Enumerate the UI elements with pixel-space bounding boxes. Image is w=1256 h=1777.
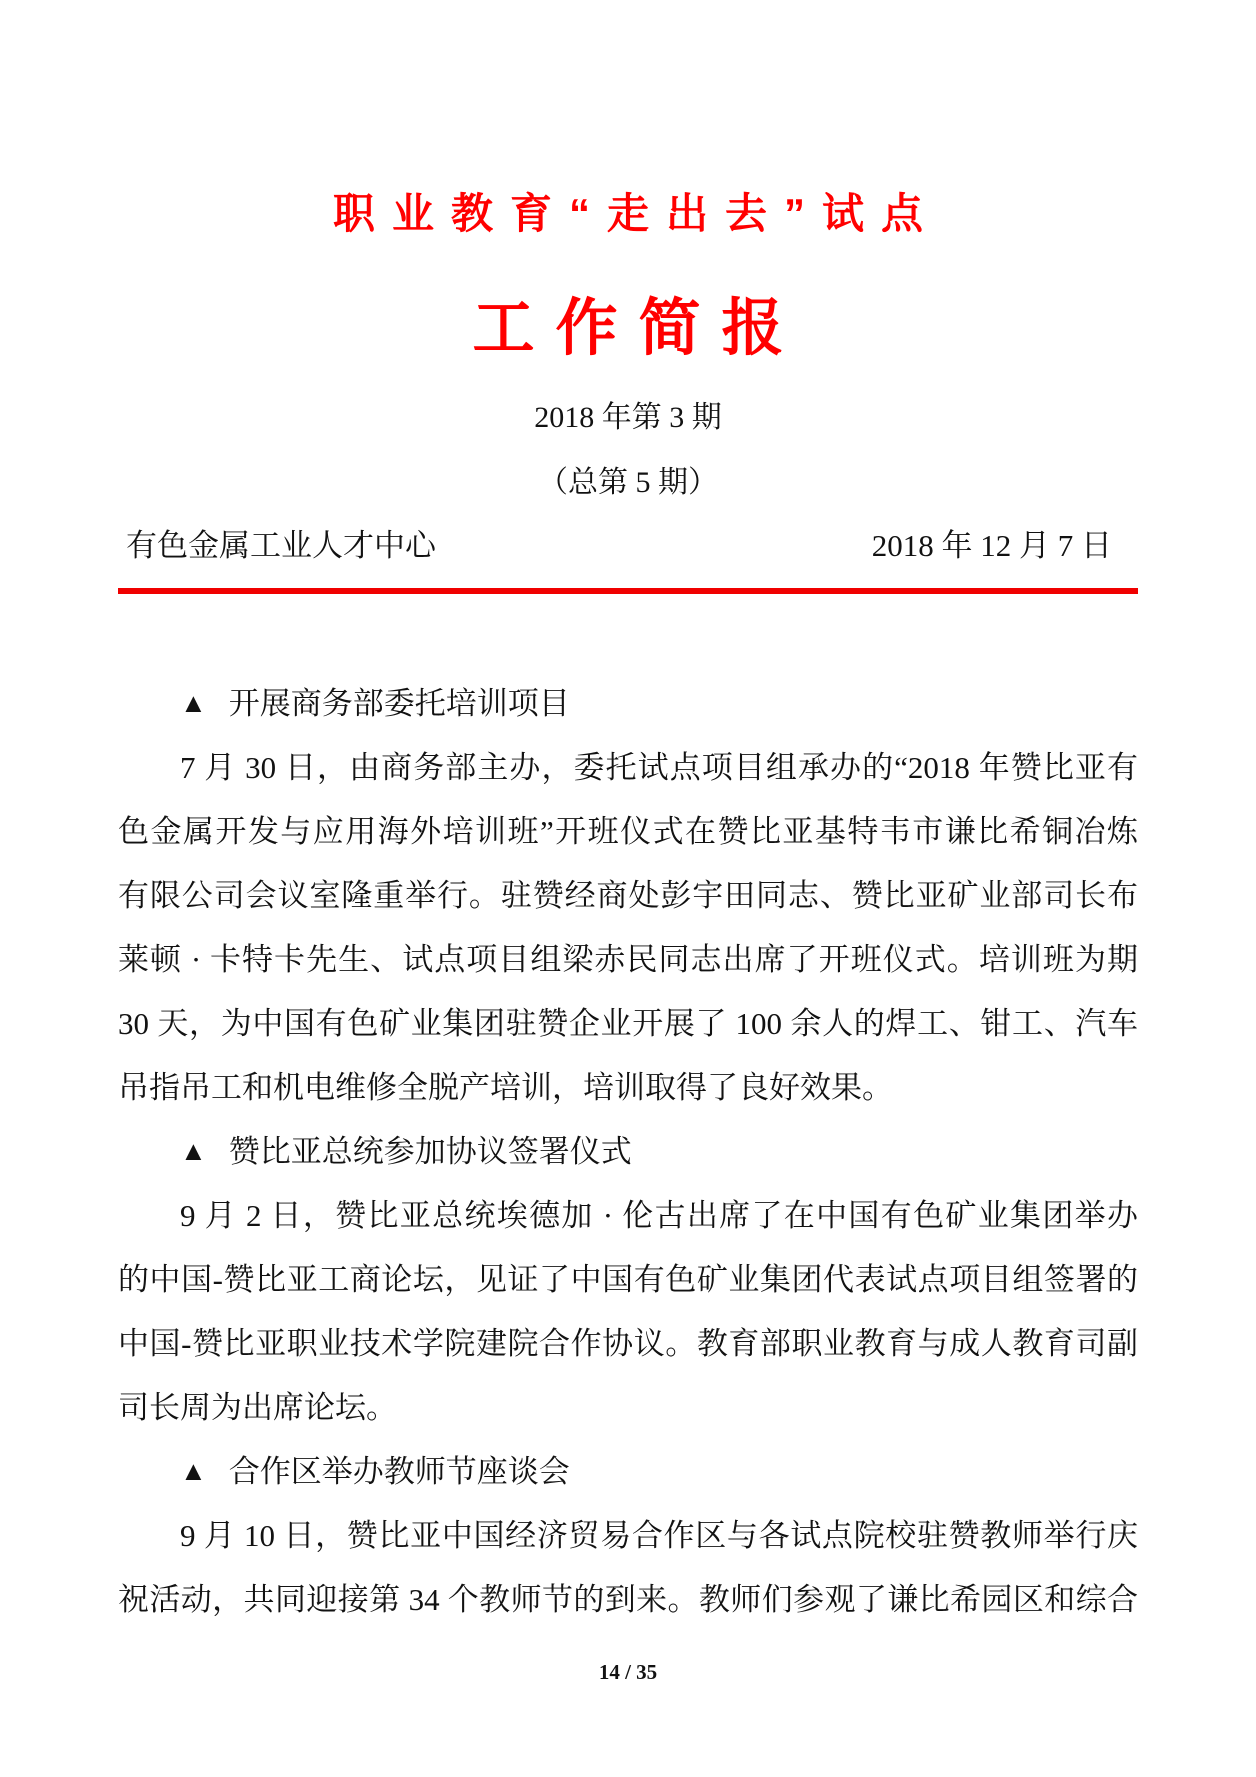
volume-number: （总第 5 期） [538,466,718,499]
paragraph-line: 9 月 10 日，赞比亚中国经济贸易合作区与各试点院校驻赞教师举行庆 [180,1518,1138,1553]
masthead-title-line2: 工作简报 [472,294,805,363]
triangle-bullet-icon: ▲ [180,1456,207,1486]
paragraph-line: 莱顿 · 卡特卡先生、试点项目组梁赤民同志出席了开班仪式。培训班为期 [118,942,1138,977]
paragraph-line: 30 天，为中国有色矿业集团驻赞企业开展了 100 余人的焊工、钳工、汽车 [118,1006,1138,1041]
publisher-name: 有色金属工业人才中心 [126,528,436,563]
section-heading [118,1440,1138,1504]
publisher-row [118,526,1138,566]
section-heading [118,672,1138,736]
paragraph-line: 的中国-赞比亚工商论坛，见证了中国有色矿业集团代表试点项目组签署的 [118,1262,1138,1297]
paragraph-line: 司长周为出席论坛。 [118,1390,397,1425]
paragraph-line: 有限公司会议室隆重举行。驻赞经商处彭宇田同志、赞比亚矿业部司长布 [118,878,1138,913]
triangle-bullet-icon: ▲ [180,688,207,718]
paragraph-line: 7 月 30 日，由商务部主办，委托试点项目组承办的“2018 年赞比亚有 [180,750,1138,785]
paragraph-line: 祝活动，共同迎接第 34 个教师节的到来。教师们参观了谦比希园区和综合 [118,1582,1138,1617]
section-heading-text: 赞比亚总统参加协议签署仪式 [228,1134,632,1169]
masthead-title-line1: 职业教育“走出去”试点 [332,190,940,237]
section-heading-text: 合作区举办教师节座谈会 [228,1454,570,1489]
paragraph-line: 中国-赞比亚职业技术学院建院合作协议。教育部职业教育与成人教育司副 [118,1326,1138,1361]
paragraph-line: 9 月 2 日，赞比亚总统埃德加 · 伦古出席了在中国有色矿业集团举办 [180,1198,1138,1233]
section-heading [118,1120,1138,1184]
page-number-indicator: 14 / 35 [598,1660,658,1684]
masthead-divider-rule [118,588,1138,594]
paragraph-line: 吊指吊工和机电维修全脱产培训，培训取得了良好效果。 [118,1070,893,1105]
document-body [118,672,1138,1632]
document-page [118,190,1138,1686]
triangle-bullet-icon: ▲ [180,1136,207,1166]
issue-number: 2018 年第 3 期 [534,401,722,434]
section-heading-text: 开展商务部委托培训项目 [228,686,570,721]
publication-date: 2018 年 12 月 7 日 [871,528,1112,563]
paragraph-line: 色金属开发与应用海外培训班”开班仪式在赞比亚基特韦市谦比希铜冶炼 [118,814,1138,849]
